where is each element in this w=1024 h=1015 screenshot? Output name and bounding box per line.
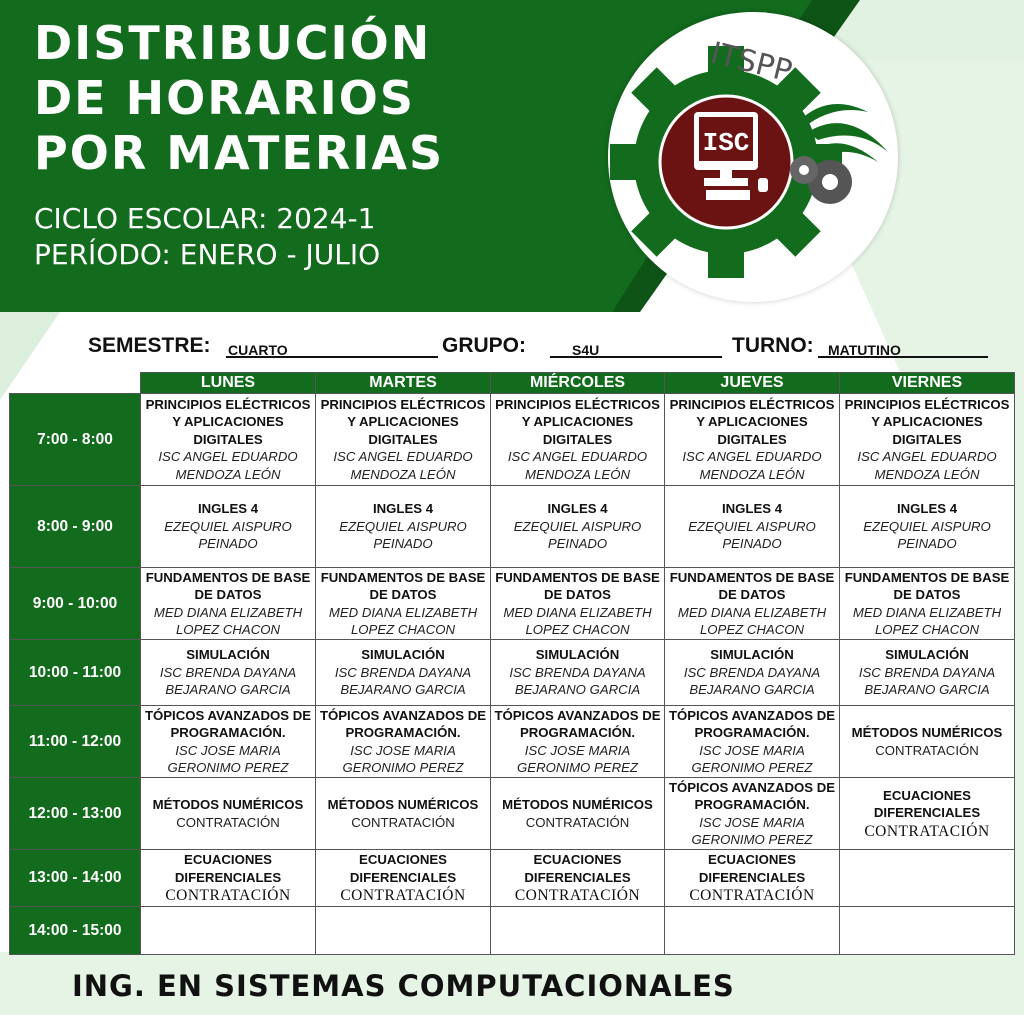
periodo: PERÍODO: ENERO - JULIO xyxy=(34,238,381,271)
professor-name: EZEQUIEL AISPURO xyxy=(513,518,642,534)
table-row xyxy=(10,640,1015,706)
gear-icon xyxy=(608,12,898,302)
professor-name: LOPEZ CHACON xyxy=(699,622,805,637)
subject-name: ECUACIONES xyxy=(359,852,447,867)
contratacion-note: CONTRATACIÓN xyxy=(525,814,630,830)
class-cell xyxy=(141,850,316,907)
time-slot: 12:00 - 13:00 xyxy=(10,778,141,850)
ciclo-escolar: CICLO ESCOLAR: 2024-1 xyxy=(34,202,376,235)
subject-name: INGLES 4 xyxy=(547,501,608,517)
class-cell xyxy=(491,850,665,907)
subject-name: TÓPICOS AVANZADOS DE xyxy=(144,707,312,723)
subject-name: DE DATOS xyxy=(194,587,262,602)
subject-name: MÉTODOS NUMÉRICOS xyxy=(502,797,653,812)
subject-name: DIGITALES xyxy=(717,431,787,447)
class-cell xyxy=(491,907,665,955)
subject-name: INGLES 4 xyxy=(896,501,958,517)
subject-name: PROGRAMACIÓN. xyxy=(694,797,810,812)
subject-name: MÉTODOS NUMÉRICOS xyxy=(851,725,1003,740)
class-cell xyxy=(840,640,1015,706)
schedule-table xyxy=(9,372,1015,955)
class-cell xyxy=(491,394,665,486)
subject-name: FUNDAMENTOS DE BASE xyxy=(669,569,835,585)
subject-name: MÉTODOS NUMÉRICOS xyxy=(152,797,304,812)
time-slot: 8:00 - 9:00 xyxy=(10,486,141,568)
subject-name: PROGRAMACIÓN. xyxy=(170,725,286,740)
professor-name: MENDOZA LEÓN xyxy=(175,466,281,482)
turno-underline xyxy=(818,356,988,358)
subject-name: PRINCIPIOS ELÉCTRICOS xyxy=(145,396,311,412)
class-cell xyxy=(141,640,316,706)
class-cell xyxy=(316,850,491,907)
professor-name: PEINADO xyxy=(722,536,782,552)
class-cell xyxy=(840,907,1015,955)
semestre-underline xyxy=(226,356,438,358)
professor-name: ISC ANGEL EDUARDO xyxy=(857,449,997,465)
time-slot: 13:00 - 14:00 xyxy=(10,850,141,907)
class-cell xyxy=(491,706,665,778)
professor-name: LOPEZ CHACON xyxy=(874,622,980,637)
professor-name: GERONIMO PEREZ xyxy=(167,760,289,775)
class-cell xyxy=(665,907,840,955)
subject-name: PROGRAMACIÓN. xyxy=(519,725,636,740)
professor-name: PEINADO xyxy=(373,536,433,552)
subject-name: Y APLICACIONES xyxy=(521,414,634,430)
professor-name: LOPEZ CHACON xyxy=(175,622,281,637)
class-cell xyxy=(141,568,316,640)
turno-value: MATUTINO xyxy=(828,342,901,358)
professor-name: ISC JOSE MARIA xyxy=(350,742,456,758)
professor-name: BEJARANO GARCIA xyxy=(514,682,641,698)
day-header: JUEVES xyxy=(665,373,840,394)
professor-name: MED DIANA ELIZABETH xyxy=(852,604,1002,620)
contratacion-note: CONTRATACIÓN xyxy=(176,814,280,830)
professor-name: ISC BRENDA DAYANA xyxy=(683,664,821,680)
class-cell xyxy=(316,706,491,778)
class-cell xyxy=(840,568,1015,640)
class-cell xyxy=(141,394,316,486)
contratacion-note: CONTRATACIÓN xyxy=(514,887,641,904)
subject-name: PRINCIPIOS ELÉCTRICOS xyxy=(844,396,1010,412)
professor-name: BEJARANO GARCIA xyxy=(689,682,815,698)
professor-name: EZEQUIEL AISPURO xyxy=(688,518,816,534)
subject-name: TÓPICOS AVANZADOS DE xyxy=(668,707,836,723)
subject-name: DIGITALES xyxy=(193,431,263,447)
subject-name: DIGITALES xyxy=(892,431,962,447)
info-row xyxy=(88,334,1018,362)
day-header-row xyxy=(10,373,1015,394)
subject-name: Y APLICACIONES xyxy=(871,414,983,430)
subject-name: PRINCIPIOS ELÉCTRICOS xyxy=(320,396,486,412)
professor-name: PEINADO xyxy=(547,536,608,552)
professor-name: ISC ANGEL EDUARDO xyxy=(333,449,473,465)
subject-name: DIFERENCIALES xyxy=(174,869,282,885)
professor-name: MED DIANA ELIZABETH xyxy=(328,604,478,620)
class-cell xyxy=(665,568,840,640)
class-cell xyxy=(665,486,840,568)
table-row xyxy=(10,706,1015,778)
grupo-label: GRUPO: xyxy=(442,334,526,357)
contratacion-note: CONTRATACIÓN xyxy=(875,742,979,758)
contratacion-note: CONTRATACIÓN xyxy=(340,887,466,904)
professor-name: GERONIMO PEREZ xyxy=(342,760,464,775)
title-line-2: DE HORARIOS xyxy=(34,71,416,125)
class-cell xyxy=(141,778,316,850)
time-slot: 9:00 - 10:00 xyxy=(10,568,141,640)
professor-name: GERONIMO PEREZ xyxy=(517,760,638,775)
professor-name: MENDOZA LEÓN xyxy=(874,466,980,482)
professor-name: ISC BRENDA DAYANA xyxy=(509,664,646,680)
professor-name: BEJARANO GARCIA xyxy=(165,682,291,698)
subject-name: DIFERENCIALES xyxy=(698,869,806,885)
class-cell xyxy=(840,850,1015,907)
subject-name: DIGITALES xyxy=(542,431,613,447)
subject-name: SIMULACIÓN xyxy=(361,647,445,663)
class-cell xyxy=(665,640,840,706)
class-cell xyxy=(840,706,1015,778)
title-line-1: DISTRIBUCIÓN xyxy=(34,16,432,70)
contratacion-note: CONTRATACIÓN xyxy=(165,887,291,904)
contratacion-note: CONTRATACIÓN xyxy=(689,887,815,904)
subject-name: ECUACIONES xyxy=(533,852,622,867)
professor-name: EZEQUIEL AISPURO xyxy=(339,518,467,534)
subject-name: PROGRAMACIÓN. xyxy=(345,725,461,740)
subject-name: FUNDAMENTOS DE BASE xyxy=(495,569,660,585)
class-cell xyxy=(840,486,1015,568)
class-cell xyxy=(316,907,491,955)
table-row xyxy=(10,486,1015,568)
subject-name: ECUACIONES xyxy=(883,787,971,803)
table-row xyxy=(10,850,1015,907)
professor-name: BEJARANO GARCIA xyxy=(864,682,990,698)
professor-name: ISC JOSE MARIA xyxy=(699,742,805,758)
professor-name: ISC BRENDA DAYANA xyxy=(334,664,472,680)
table-row xyxy=(10,907,1015,955)
subject-name: MÉTODOS NUMÉRICOS xyxy=(327,797,479,812)
professor-name: MENDOZA LEÓN xyxy=(699,466,805,482)
class-cell xyxy=(491,486,665,568)
professor-name: ISC ANGEL EDUARDO xyxy=(507,449,648,465)
subject-name: SIMULACIÓN xyxy=(710,647,794,663)
subject-name: PROGRAMACIÓN. xyxy=(694,725,810,740)
subject-name: DIFERENCIALES xyxy=(873,805,981,820)
subject-name: SIMULACIÓN xyxy=(535,647,620,663)
subject-name: DIGITALES xyxy=(368,431,438,447)
class-cell xyxy=(665,394,840,486)
professor-name: GERONIMO PEREZ xyxy=(691,832,813,847)
semestre-label: SEMESTRE: xyxy=(88,334,211,357)
subject-name: Y APLICACIONES xyxy=(347,414,459,430)
day-header: VIERNES xyxy=(840,373,1015,394)
title-line-3: POR MATERIAS xyxy=(34,126,445,180)
professor-name: PEINADO xyxy=(198,536,258,552)
subject-name: ECUACIONES xyxy=(708,852,796,867)
subject-name: INGLES 4 xyxy=(197,501,259,517)
subject-name: SIMULACIÓN xyxy=(186,647,270,663)
corner-cell xyxy=(10,373,141,394)
class-cell xyxy=(141,907,316,955)
day-header: LUNES xyxy=(141,373,316,394)
class-cell xyxy=(316,778,491,850)
professor-name: MENDOZA LEÓN xyxy=(524,466,631,482)
footer-career: ING. EN SISTEMAS COMPUTACIONALES xyxy=(72,969,735,1003)
table-row xyxy=(10,394,1015,486)
subject-name: ECUACIONES xyxy=(184,852,272,867)
svg-text:ISC: ISC xyxy=(702,128,750,158)
professor-name: ISC JOSE MARIA xyxy=(524,742,631,758)
contratacion-note: CONTRATACIÓN xyxy=(351,814,455,830)
class-cell xyxy=(665,778,840,850)
class-cell xyxy=(840,394,1015,486)
subject-name: DE DATOS xyxy=(544,587,611,602)
semestre-value: CUARTO xyxy=(228,342,288,358)
schedule-body xyxy=(10,394,1015,955)
class-cell xyxy=(665,706,840,778)
professor-name: ISC JOSE MARIA xyxy=(175,742,281,758)
subject-name: Y APLICACIONES xyxy=(696,414,808,430)
subject-name: DIFERENCIALES xyxy=(349,869,457,885)
professor-name: ISC ANGEL EDUARDO xyxy=(158,449,298,465)
professor-name: ISC BRENDA DAYANA xyxy=(858,664,996,680)
subject-name: DE DATOS xyxy=(893,587,961,602)
professor-name: PEINADO xyxy=(897,536,957,552)
class-cell xyxy=(316,568,491,640)
subject-name: FUNDAMENTOS DE BASE xyxy=(320,569,486,585)
professor-name: ISC ANGEL EDUARDO xyxy=(682,449,822,465)
class-cell xyxy=(316,640,491,706)
class-cell xyxy=(316,394,491,486)
subject-name: DE DATOS xyxy=(369,587,437,602)
professor-name: LOPEZ CHACON xyxy=(350,622,456,637)
itspp-logo xyxy=(608,12,898,302)
svg-text:ITSPP: ITSPP xyxy=(707,35,796,90)
professor-name: ISC BRENDA DAYANA xyxy=(159,664,297,680)
subject-name: SIMULACIÓN xyxy=(885,647,969,663)
subject-name: FUNDAMENTOS DE BASE xyxy=(844,569,1010,585)
subject-name: DE DATOS xyxy=(718,587,786,602)
table-row xyxy=(10,778,1015,850)
small-gear-icon xyxy=(790,156,818,184)
class-cell xyxy=(665,850,840,907)
class-cell xyxy=(491,568,665,640)
subject-name: TÓPICOS AVANZADOS DE xyxy=(668,779,836,795)
professor-name: MED DIANA ELIZABETH xyxy=(153,604,303,620)
professor-name: EZEQUIEL AISPURO xyxy=(164,518,292,534)
professor-name: MED DIANA ELIZABETH xyxy=(503,604,652,620)
time-slot: 14:00 - 15:00 xyxy=(10,907,141,955)
class-cell xyxy=(141,706,316,778)
subject-name: DIFERENCIALES xyxy=(524,869,631,885)
grupo-underline xyxy=(550,356,722,358)
class-cell xyxy=(316,486,491,568)
subject-name: FUNDAMENTOS DE BASE xyxy=(145,569,311,585)
time-slot: 7:00 - 8:00 xyxy=(10,394,141,486)
table-row xyxy=(10,568,1015,640)
professor-name: LOPEZ CHACON xyxy=(525,622,630,637)
subject-name: INGLES 4 xyxy=(372,501,434,517)
turno-label: TURNO: xyxy=(732,334,814,357)
time-slot: 10:00 - 11:00 xyxy=(10,640,141,706)
class-cell xyxy=(141,486,316,568)
grupo-value: S4U xyxy=(572,342,600,358)
subject-name: INGLES 4 xyxy=(721,501,783,517)
subject-name: TÓPICOS AVANZADOS DE xyxy=(494,707,661,723)
class-cell xyxy=(491,778,665,850)
subject-name: PRINCIPIOS ELÉCTRICOS xyxy=(669,396,835,412)
day-header: MIÉRCOLES xyxy=(491,373,665,394)
professor-name: GERONIMO PEREZ xyxy=(691,760,813,775)
day-header: MARTES xyxy=(316,373,491,394)
subject-name: PRINCIPIOS ELÉCTRICOS xyxy=(495,396,660,412)
professor-name: MENDOZA LEÓN xyxy=(350,466,456,482)
class-cell xyxy=(840,778,1015,850)
subject-name: TÓPICOS AVANZADOS DE xyxy=(319,707,487,723)
contratacion-note: CONTRATACIÓN xyxy=(864,822,990,840)
professor-name: BEJARANO GARCIA xyxy=(340,682,466,698)
professor-name: EZEQUIEL AISPURO xyxy=(863,518,991,534)
class-cell xyxy=(491,640,665,706)
subject-name: Y APLICACIONES xyxy=(172,414,284,430)
professor-name: MED DIANA ELIZABETH xyxy=(677,604,827,620)
professor-name: ISC JOSE MARIA xyxy=(699,814,805,830)
time-slot: 11:00 - 12:00 xyxy=(10,706,141,778)
